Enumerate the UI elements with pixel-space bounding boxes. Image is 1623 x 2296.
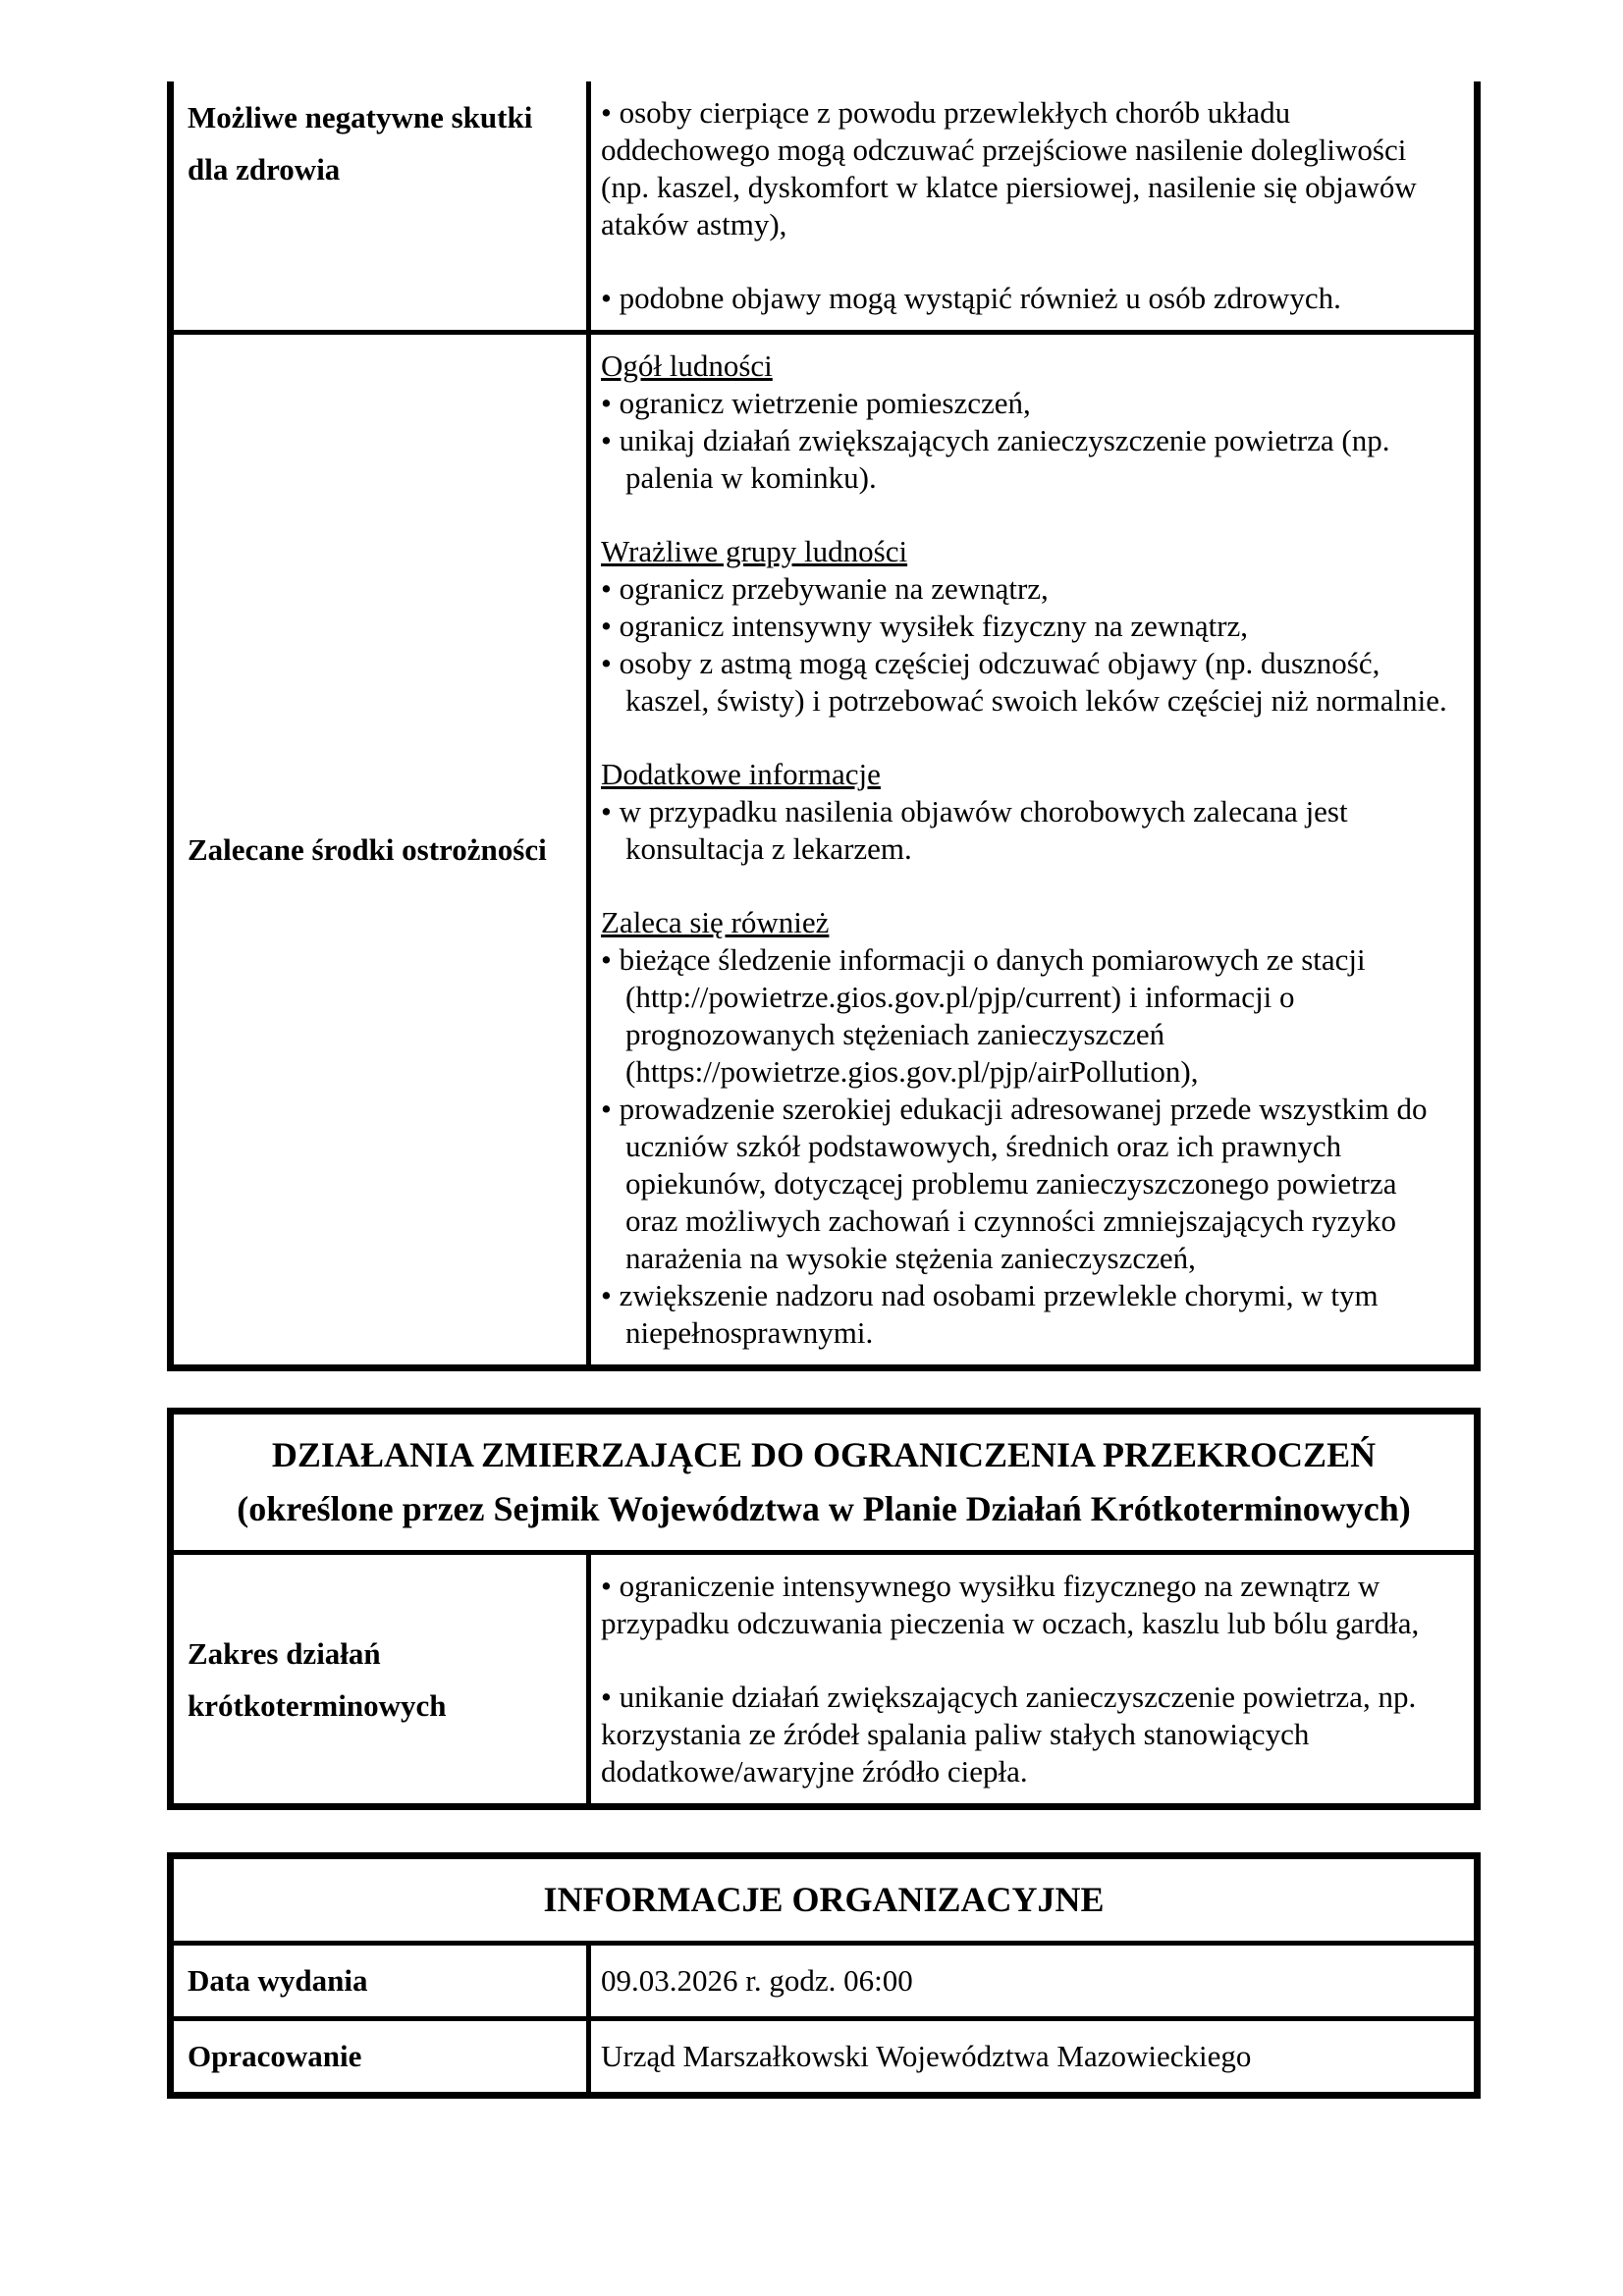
health-effects-bullet: • podobne objawy mogą wystąpić również u osób zdrowych. [601,280,1449,317]
list-item: • prowadzenie szerokiej edukacji adresowanej przede wszystkim do uczniów szkół podstawowych, średnich oraz ich prawnych opiekunów, dotyczącej problemu zanieczyszczonego powietrza oraz możliwych zachowań i czynności zmniejszających ryzyko narażenia na wysokie stężenia zanieczyszczeń, [601,1091,1449,1277]
short-term-action-bullet: • ograniczenie intensywnego wysiłku fizycznego na zewnątrz w przypadku odczuwania pieczenia w oczach, kaszlu lub bólu gardła, [601,1568,1449,1642]
organizational-info-header: INFORMACJE ORGANIZACYJNE [543,1880,1105,1919]
precautions-row [174,330,1474,1364]
section-general-population [601,347,1449,497]
issue-date-row [174,1941,1474,2016]
precautions-label: Zalecane środki ostrożności [174,335,591,1364]
actions-table [167,1408,1481,1810]
list-item: • bieżące śledzenie informacji o danych pomiarowych ze stacji (http://powietrze.gios.gov.pl/pjp/current) i informacji o prognozowanych stężeniach zanieczyszczeń (https://powietrze.gios.gov.pl/pjp/airPollution), [601,941,1449,1091]
section-heading: Wrażliwe grupy ludności [601,534,908,568]
short-term-actions-row [174,1550,1474,1803]
list-item: • w przypadku nasilenia objawów chorobowych zalecana jest konsultacja z lekarzem. [601,793,1449,868]
list-item: • ogranicz intensywny wysiłek fizyczny na zewnątrz, [601,608,1449,645]
health-effects-body [591,81,1474,330]
actions-header-line1: DZIAŁANIA ZMIERZAJĄCE DO OGRANICZENIA PRZEKROCZEŃ [271,1435,1377,1474]
organizational-info-table [167,1852,1481,2099]
section-heading: Zaleca się również [601,905,830,939]
section-also-recommended [601,904,1449,1352]
prepared-by-value: Urząd Marszałkowski Województwa Mazowieckiego [601,2039,1252,2073]
health-effects-bullet: • osoby cierpiące z powodu przewlekłych chorób układu oddechowego mogą odczuwać przejściowe nasilenie dolegliwości (np. kaszel, dyskomfort w klatce piersiowej, nasilenie się objawów ataków astmy), [601,94,1449,243]
health-effects-label: Możliwe negatywne skutki dla zdrowia [174,81,591,330]
list-item: • zwiększenie nadzoru nad osobami przewlekle chorymi, w tym niepełnosprawnymi. [601,1277,1449,1352]
issue-date-value: 09.03.2026 r. godz. 06:00 [601,1963,913,1998]
actions-table-header [174,1415,1474,1550]
list-item: • ogranicz przebywanie na zewnątrz, [601,570,1449,608]
list-item: • unikaj działań zwiększających zanieczyszczenie powietrza (np. palenia w kominku). [601,422,1449,497]
short-term-actions-body [591,1555,1474,1803]
section-sensitive-groups [601,533,1449,720]
precautions-body [591,335,1474,1364]
section-heading: Dodatkowe informacje [601,757,881,791]
issue-date-label: Data wydania [174,1946,591,2016]
short-term-actions-label: Zakres działań krótkoterminowych [174,1555,591,1803]
prepared-by-label: Opracowanie [174,2021,591,2092]
health-effects-table [167,81,1481,1371]
document-content [167,81,1481,2099]
section-heading: Ogół ludności [601,348,773,383]
list-item: • ogranicz wietrzenie pomieszczeń, [601,385,1449,422]
section-additional-info [601,756,1449,868]
actions-header-line2: (określone przez Sejmik Województwa w Planie Działań Krótkoterminowych) [237,1489,1411,1528]
prepared-by-row [174,2016,1474,2092]
list-item: • osoby z astmą mogą częściej odczuwać objawy (np. duszność, kaszel, świsty) i potrzebować swoich leków częściej niż normalnie. [601,645,1449,720]
short-term-action-bullet: • unikanie działań zwiększających zanieczyszczenie powietrza, np. korzystania ze źródeł spalania paliw stałych stanowiących dodatkowe/awaryjne źródło ciepła. [601,1679,1449,1790]
health-effects-row [174,81,1474,330]
